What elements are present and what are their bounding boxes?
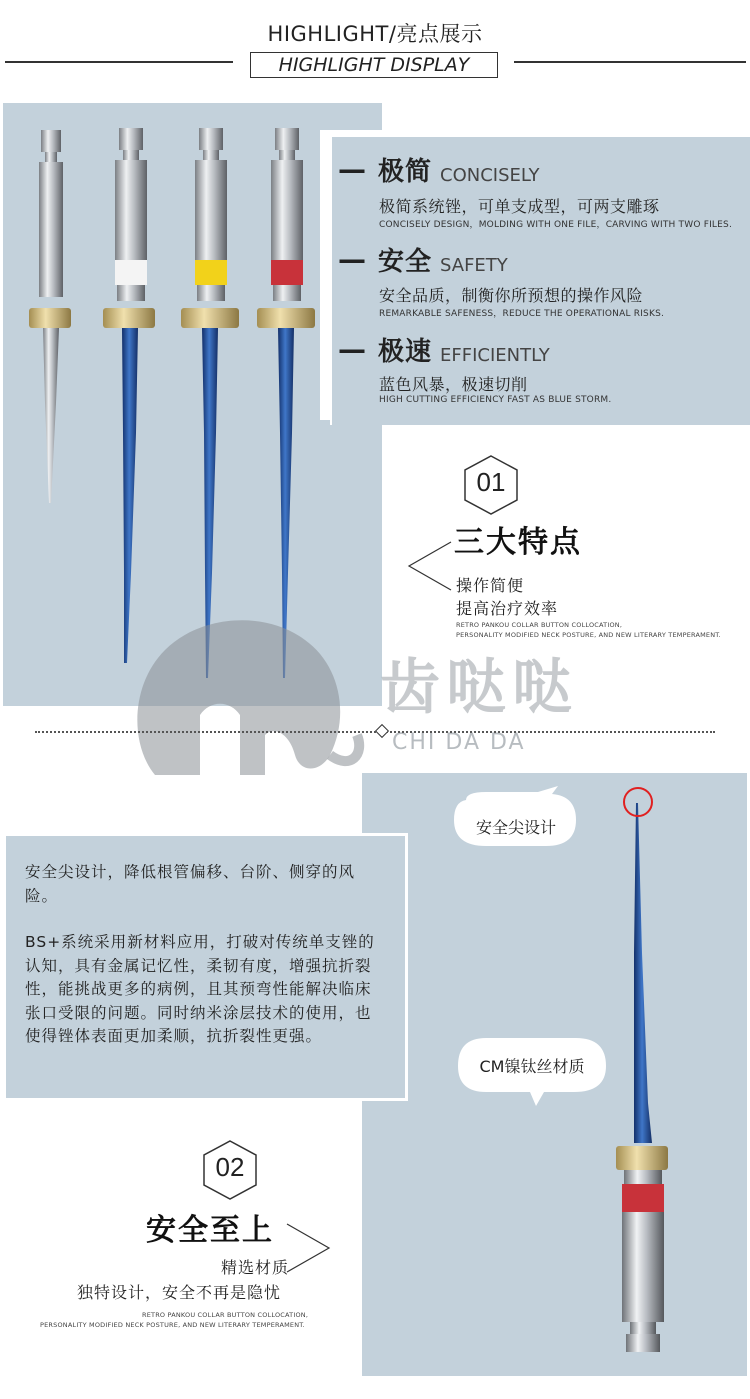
section-title: 三大特点 <box>454 525 582 560</box>
fine-print: PERSONALITY MODIFIED NECK POSTURE, AND NEW LITERARY TEMPERAMENT. <box>40 1321 305 1329</box>
feature-title: 极速 <box>378 337 433 367</box>
section-line: 独特设计，安全不再是隐忧 <box>77 1283 282 1302</box>
section-line: 提高治疗效率 <box>456 599 559 618</box>
bubble-tip-label: 安全尖设计 <box>475 818 556 837</box>
feature-bullet: — <box>338 333 366 366</box>
feature-description: 安全品质，制衡你所预想的操作风险 <box>379 286 644 305</box>
description-paragraph: 安全尖设计，降低根管偏移、台阶、侧穿的风险。 <box>25 863 356 905</box>
feature-title: 极简 <box>378 157 433 187</box>
file-blue-yellow <box>181 128 239 678</box>
bubble-material-label: CM镍钛丝材质 <box>479 1057 585 1076</box>
chevron-right-icon <box>285 1222 333 1274</box>
section-title: 安全至上 <box>146 1213 274 1248</box>
feature-description-en: REMARKABLE SAFENESS，REDUCE THE OPERATIONAL RISKS. <box>379 309 665 319</box>
fine-print: RETRO PANKOU COLLAR BUTTON COLLOCATION, <box>142 1311 309 1319</box>
fine-print: PERSONALITY MODIFIED NECK POSTURE, AND NEW LITERARY TEMPERAMENT. <box>456 631 721 639</box>
file-silver <box>29 130 71 503</box>
feature-title-en: EFFICIENTLY <box>440 345 550 366</box>
chevron-left-icon <box>405 540 453 592</box>
watermark-brand-cn: 齿哒哒 <box>380 653 578 723</box>
section-number: 01 <box>476 467 506 497</box>
elephant-logo-watermark <box>125 605 365 775</box>
feature-title: 安全 <box>378 247 433 277</box>
section-line: 操作简便 <box>456 576 525 595</box>
section-number: 02 <box>215 1152 245 1182</box>
file-blue-white <box>103 128 155 663</box>
feature-description: 极简系统锉，可单支成型，可两支雕琢 <box>379 197 660 216</box>
feature-bullet: — <box>338 153 366 186</box>
section-line: 精选材质 <box>221 1258 290 1277</box>
header-divider-right <box>514 61 746 63</box>
fine-print: RETRO PANKOU COLLAR BUTTON COLLOCATION, <box>456 621 623 629</box>
feature-description-en: CONCISELY DESIGN，MOLDING WITH ONE FILE，CARVING WITH TWO FILES. <box>379 220 733 230</box>
feature-description: 蓝色风暴，极速切削 <box>379 375 528 394</box>
feature-title-en: CONCISELY <box>440 165 540 186</box>
file-blue-red <box>257 128 315 678</box>
description-paragraph: BS+系统采用新材料应用，打破对传统单支锉的认知，具有金属记忆性，柔韧有度，增强抗折裂性，能挑战更多的病例，且其预弯性能解决临床张口受限的问题。同时纳米涂层技术的使用，也使得锉体表面更加柔顺，抗折裂性更强。 <box>25 933 375 1045</box>
diamond-icon <box>375 724 389 738</box>
watermark-brand-en: CHI DA DA <box>392 730 526 755</box>
feature-bullet: — <box>338 243 366 276</box>
feature-description-en: HIGH CUTTING EFFICIENCY FAST AS BLUE STORM. <box>379 395 612 405</box>
header-title: HIGHLIGHT/亮点展示 <box>267 22 483 46</box>
feature-title-en: SAFETY <box>440 255 508 276</box>
header-divider-left <box>5 61 233 63</box>
header-subtitle: HIGHLIGHT DISPLAY <box>250 52 498 78</box>
